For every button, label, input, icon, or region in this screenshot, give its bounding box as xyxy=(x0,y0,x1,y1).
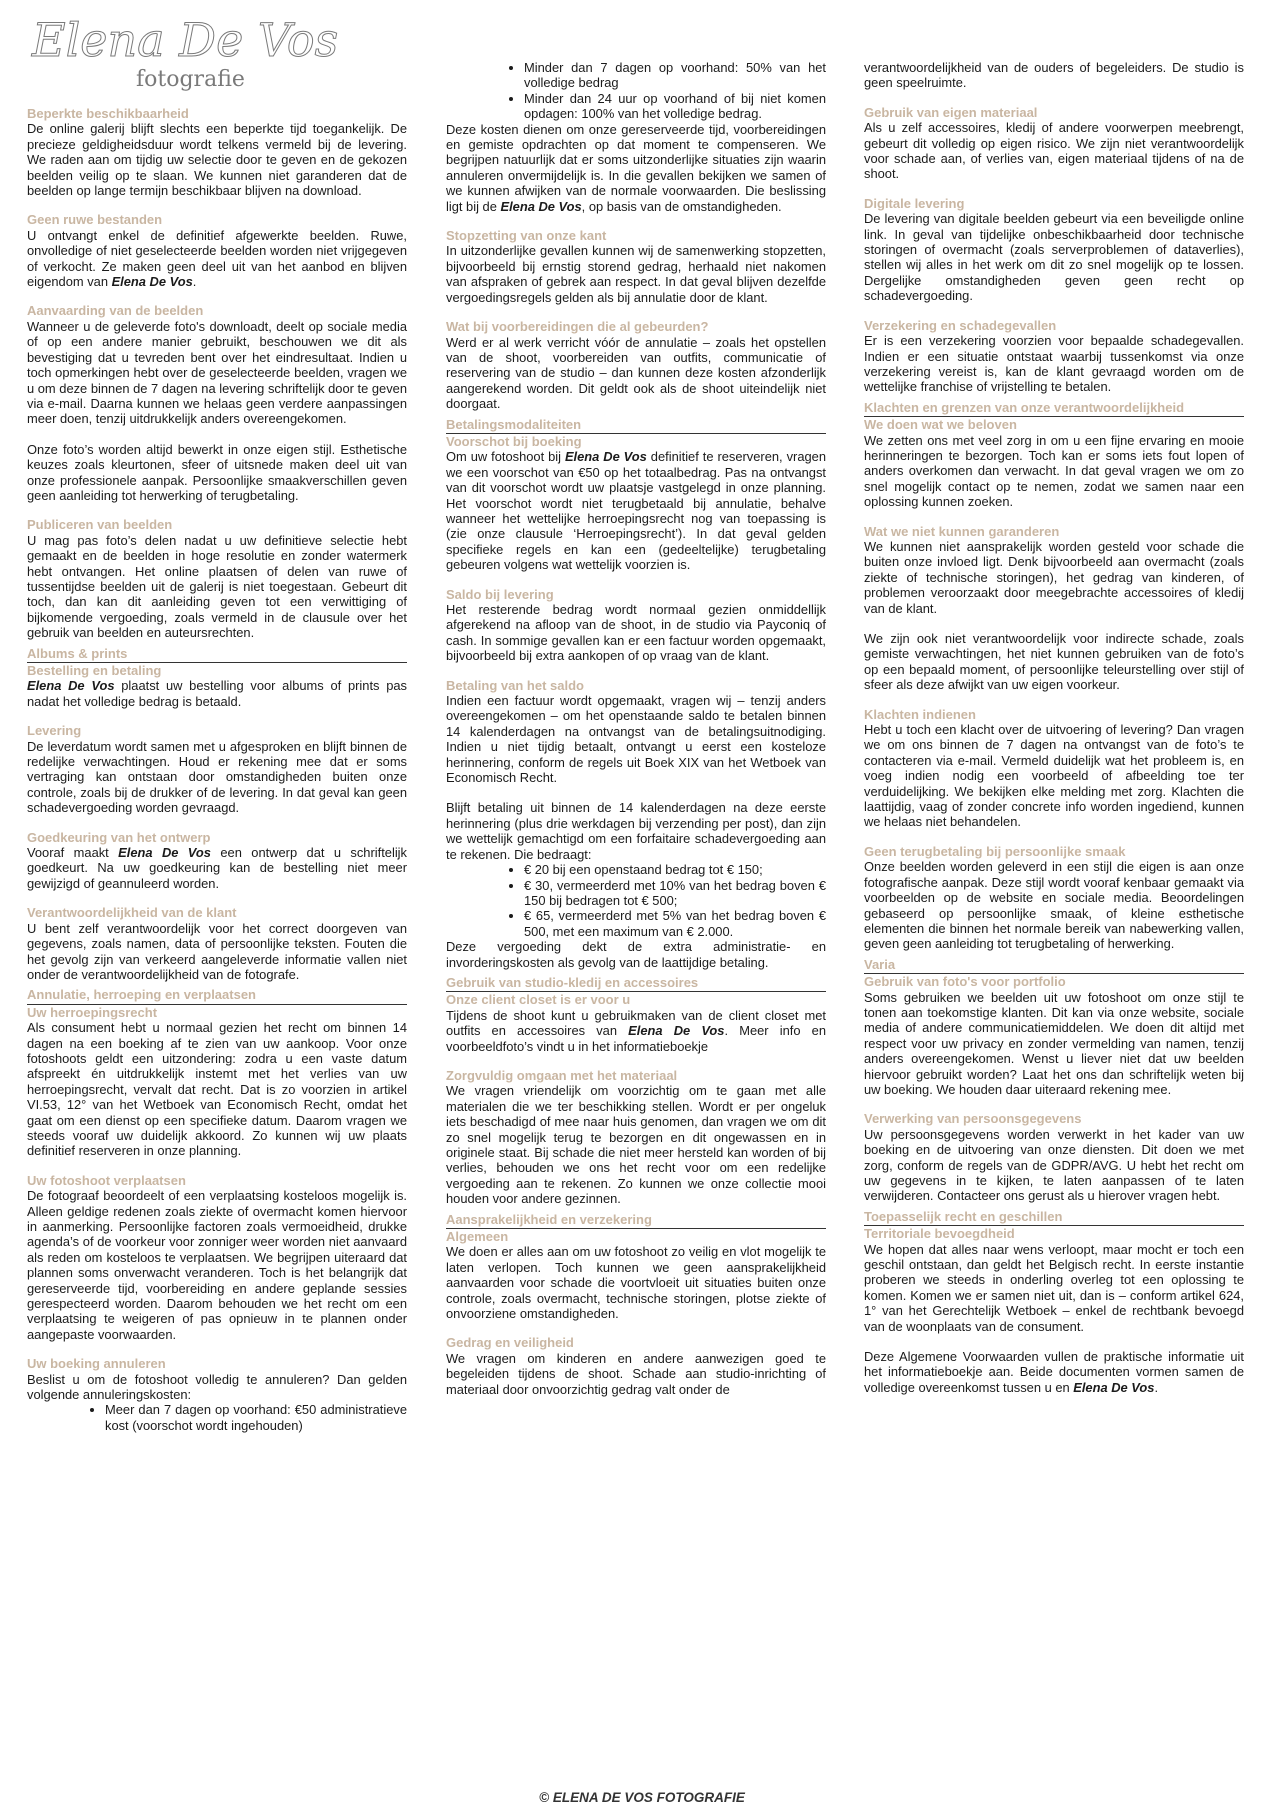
bullet-item: • Minder dan 7 dagen op voorhand: 50% van het volledige bedrag xyxy=(524,60,826,91)
paragraph-text: plaatst uw bestelling voor albums of prints pas nadat het volledige bedrag is betaald. xyxy=(27,678,408,709)
section-heading: Varia xyxy=(864,957,1244,974)
section-heading: Aansprakelijkheid en verzekering xyxy=(446,1212,826,1229)
paragraph-text: . Meer info en voorbeeldfoto’s vindt u in het informatieboekje xyxy=(446,1023,826,1054)
column-1 xyxy=(27,92,407,1433)
paragraph xyxy=(446,335,826,412)
paragraph-text: In uitzonderlijke gevallen kunnen wij de samenwerking stopzetten, bijvoorbeeld bij ernstig storend gedrag, herhaald niet nakomen van afspraken of gebrek aan respect. In dat geval blijven dezelfde vergoedingsregels gelden als bij annulatie door de klant. xyxy=(446,243,826,305)
paragraph xyxy=(864,990,1244,1098)
paragraph-text: We vragen vriendelijk om voorzichtig om te gaan met alle materialen die we ter beschikking stellen. Wordt er per ongeluk iets beschadigd of mee naar huis genomen, dan vragen we om dit zo snel mogelijk terug te bezorgen en dit ongewassen en in originele staat. Bij schade die niet meer hersteld kan worden of bij verlies, behouden we ons het recht voor om een redelijke vergoeding aan te rekenen. Zo kunnen we onze collectie mooi houden voor andere gezinnen. xyxy=(446,1083,826,1207)
paragraph-text: Wanneer u de geleverde foto's downloadt, deelt op sociale media of op een andere manier gebruikt, beschouwen we dit als bevestiging dat u tevreden bent over het eindresultaat. Indien u toch opmerkingen hebt over de geselecteerde beelden, vragen we u om deze binnen de 7 dagen na levering schriftelijk door te geven via e-mail. Daarna kunnen we helaas geen verdere aanpassingen meer doen, tenzij uitdrukkelijk anders overeengekomen. xyxy=(27,318,407,427)
paragraph-text: definitief te reserveren, vragen we een voorschot van €50 op het totaalbedrag. Pas na ontvangst van dit voorschot wordt uw plaatsje vastgelegd in onze planning. Het voorschot wordt niet terugbetaald bij annulatie, behalve wanneer het wettelijke herroepingsrecht nog van toepassing is (zie onze clausule ‘Herroepingsrecht’). In dat geval gelden specifieke regels en kan een (gedeeltelijke) terugbetaling gebeuren volgens wat wettelijk voorzien is. xyxy=(446,449,826,573)
paragraph-text: We hopen dat alles naar wens verloopt, maar mocht er toch een geschil ontstaan, dan geldt het Belgisch recht. In eerste instantie proberen we steeds in onderling overleg tot een oplossing te komen. Komen we er samen niet uit, dan is – conform artikel 624, 1° van het Gerechtelijk Wetboek – enkel de rechtbank bevoegd van de woonplaats van de consument. xyxy=(864,1241,1244,1334)
subsection-heading: Goedkeuring van het ontwerp xyxy=(27,829,211,845)
subsection-heading: Uw fotoshoot verplaatsen xyxy=(27,1172,186,1188)
paragraph-text: We kunnen niet aansprakelijk worden gesteld voor schade die buiten onze invloed ligt. Denk bijvoorbeeld aan overmacht (zoals ziekte of technische storingen), het gedrag van kinderen, of problemen veroorzaakt door meegebrachte accessoires of kledij van de klant. xyxy=(864,538,1244,616)
subsection-heading: Klachten indienen xyxy=(864,706,976,722)
paragraph xyxy=(864,333,1244,395)
paragraph xyxy=(27,1188,407,1342)
paragraph xyxy=(27,678,407,709)
paragraph xyxy=(446,1351,826,1397)
paragraph-text: Deze vergoeding dekt de extra administratie- en invorderingskosten als gevolg van de laattijdige betaling. xyxy=(446,939,826,970)
paragraph-text: Tijdens de shoot kunt u gebruikmaken van de client closet met outfits en accessoires van xyxy=(446,1007,826,1039)
section-heading: Albums & prints xyxy=(27,646,407,663)
paragraph xyxy=(27,921,407,983)
section-heading: Annulatie, herroeping en verplaatsen xyxy=(27,987,407,1004)
paragraph-text: Als u zelf accessoires, kledij of andere voorwerpen meebrengt, gebeurt dit volledig op eigen risico. We zijn niet verantwoordelijk voor schade aan, of verlies van, eigen materiaal tijdens of na de shoot. xyxy=(864,120,1244,182)
paragraph xyxy=(446,122,826,214)
paragraph-text: Soms gebruiken we beelden uit uw fotoshoot om onze stijl te tonen aan toekomstige klanten. Dit kan via onze website, sociale media of andere communicatiemiddelen. We doen dit altijd met respect voor uw privacy en zonder vermelding van namen, tenzij anders overeengekomen. Wenst u liever niet dat uw beelden hiervoor gebruikt worden? Laat het ons dan schriftelijk weten bij uw boeking. We houden daar uiteraard rekening mee. xyxy=(864,989,1244,1097)
paragraph xyxy=(27,442,407,504)
paragraph xyxy=(446,449,826,572)
paragraph-text: Deze kosten dienen om onze gereserveerde tijd, voorbereidingen en gemiste opdrachten op dat moment te compenseren. We begrijpen natuurlijk dat er soms uitzonderlijke situaties zijn waarin annuleren onvermijdelijk is. In die gevallen bekijken we samen of we kunnen afwijken van de normale voorwaarden. Die beslissing ligt bij de xyxy=(446,121,826,214)
paragraph xyxy=(27,228,407,290)
paragraph-text: We zetten ons met veel zorg in om u een fijne ervaring en mooie herinneringen te bezorgen. Toch kan er soms iets fout lopen of anders overkomen dan verwacht. In dat geval vragen we om zo snel mogelijk contact op te nemen, zodat we samen naar een oplossing kunnen zoeken. xyxy=(864,432,1244,510)
paragraph xyxy=(446,1083,826,1206)
bullet-item: • Meer dan 7 dagen op voorhand: €50 administratieve kost (voorschot wordt ingehouden) xyxy=(105,1402,407,1433)
subsection-heading: Gedrag en veiligheid xyxy=(446,1335,574,1351)
subsection-heading: Zorgvuldig omgaan met het materiaal xyxy=(446,1067,678,1083)
subsection-heading: Onze client closet is er voor u xyxy=(446,992,631,1008)
paragraph xyxy=(864,859,1244,951)
paragraph-text: Uw persoonsgegevens worden verwerkt in het kader van uw boeking en de uitvoering van onze diensten. Dit doen we met zorg, conform de regels van de GDPR/AVG. U hebt het recht om uw gegevens in te kijken, te laten aanpassen of te laten verwijderen. Contacteer ons gerust als u hierover vragen hebt. xyxy=(864,1126,1244,1204)
paragraph-text: De fotograaf beoordeelt of een verplaatsing kosteloos mogelijk is. Alleen geldige redenen zoals ziekte of overmacht komen hiervoor in aanmerking. Persoonlijke factoren zoals vermoeidheid, drukke agenda’s of de voorkeur voor zonniger weer worden niet aanvaard als reden om kosteloos te verplaatsen. We begrijpen uiteraard dat plannen soms onverwacht veranderen. Toch is het belangrijk dat gereserveerde tijd, voorbereiding en andere geplande sessies gerespecteerd worden. Daarom behouden we het recht om een verplaatsing te weigeren of pas opnieuw in te plannen onder aangepaste voorwaarden. xyxy=(27,1188,407,1342)
paragraph xyxy=(864,1127,1244,1204)
paragraph xyxy=(864,722,1244,830)
footer-copyright: © ELENA DE VOS FOTOGRAFIE xyxy=(539,1790,745,1805)
bullet-list xyxy=(27,1402,407,1433)
subsection-heading: Beperkte beschikbaarheid xyxy=(27,106,189,121)
subsection-heading: Wat bij voorbereidingen die al gebeurden? xyxy=(446,319,709,335)
subsection-heading: Betaling van het saldo xyxy=(446,677,584,693)
subsection-heading: Gebruik van foto's voor portfolio xyxy=(864,974,1066,990)
subsection-heading: Verwerking van persoonsgegevens xyxy=(864,1111,1082,1127)
paragraph-text: De leverdatum wordt samen met u afgesproken en blijft binnen de redelijke verwachtingen. Houd er rekening mee dat er soms vertraging kan ontstaan door omstandigheden buiten onze controle, zoals bij de drukker of de levering. In dat geval kan geen schadevergoeding worden gevraagd. xyxy=(27,738,407,816)
paragraph xyxy=(446,693,826,785)
bullet-list xyxy=(446,60,826,122)
paragraph xyxy=(27,845,407,891)
paragraph-text: Het resterende bedrag wordt normaal gezien onmiddellijk afgerekend na afloop van de shoot, in de studio via Payconiq of cash. In sommige gevallen kan er een factuur worden opgemaakt, bijvoorbeeld bij extra aankopen of op vraag van de klant. xyxy=(446,602,826,664)
paragraph xyxy=(864,211,1244,303)
subsection-heading: We doen wat we beloven xyxy=(864,417,1017,433)
paragraph-text: We doen er alles aan om uw fotoshoot zo veilig en vlot mogelijk te laten verlopen. Toch kunnen we geen aansprakelijkheid aanvaarden voor schade die voortvloeit uit situaties buiten onze controle, zoals overmacht, technische storingen, plotse ziekte of onvoorziene omstandigheden. xyxy=(446,1244,826,1322)
brand-name: Elena De Vos xyxy=(628,1023,725,1039)
paragraph-text: Om uw fotoshoot bij xyxy=(446,449,565,465)
subsection-heading: Voorschot bij boeking xyxy=(446,433,582,449)
subsection-heading: Gebruik van eigen materiaal xyxy=(864,104,1038,120)
section-heading: Toepasselijk recht en geschillen xyxy=(864,1209,1244,1226)
subsection-heading: Digitale levering xyxy=(864,195,965,211)
subsection-heading: Geen terugbetaling bij persoonlijke smaak xyxy=(864,843,1126,859)
logo-name: Elena De Vos xyxy=(32,13,339,67)
paragraph-text: Blijft betaling uit binnen de 14 kalenderdagen na deze eerste herinnering (plus drie werkdagen bij verzending per post), dan zijn we wettelijk gemachtigd om een forfaitaire schadevergoeding aan te rekenen. Die bedraagt: xyxy=(446,800,826,862)
paragraph xyxy=(446,243,826,305)
paragraph xyxy=(27,533,407,641)
paragraph xyxy=(27,1020,407,1159)
subsection-heading: Publiceren van beelden xyxy=(27,517,173,533)
paragraph-text: Hebt u toch een klacht over de uitvoering of levering? Dan vragen we om ons binnen de 7 dagen na ontvangst van de foto’s te contacteren via e-mail. Vermeld duidelijk wat het probleem is, en voeg indien nodig een voorbeeld of afbeelding toe ter verduidelijking. We bekijken elke melding met zorg. Klachten die laattijdig, vaag of zonder concrete info worden ingediend, kunnen we helaas niet behandelen. xyxy=(864,722,1244,830)
paragraph-text: U ontvangt enkel de definitief afgewerkte beelden. Ruwe, onvolledige of niet geselecteerde beelden worden niet vrijgegeven of verkocht. Ze maken geen deel uit van het aanbod en blijven eigendom van xyxy=(27,227,407,290)
logo-subtitle: fotografie xyxy=(136,67,245,92)
paragraph-text: Onze beelden worden geleverd in een stijl die eigen is aan onze fotografische aanpak. Deze stijl wordt vooraf kenbaar gemaakt via voorbeelden op de website en sociale media. Beoordelingen gebaseerd op persoonlijke smaak, of kleine esthetische elementen die binnen het normale bereik van nabewerking vallen, geven geen aanleiding tot terugbetaling of herwerking. xyxy=(864,859,1244,952)
paragraph-text: Als consument hebt u normaal gezien het recht om binnen 14 dagen na een boeking af te zien van uw aankoop. Voor onze fotoshoots geldt een uitzondering: zodra u een vaste datum afspreekt én uitdrukkelijk instemt met het verlies van uw herroepingsrecht, vervalt dat recht. Dat is zo voorzien in artikel VI.53, 12° van het Wetboek van Economisch Recht, omdat het gaat om een dienst op een specifieke datum. Daarom vragen we steeds vooraf uw duidelijk akkoord. Zo kunnen wij uw plaats definitief reserveren in onze planning. xyxy=(27,1020,407,1159)
section-heading: Klachten en grenzen van onze verantwoordelijkheid xyxy=(864,400,1244,417)
subsection-heading: Geen ruwe bestanden xyxy=(27,212,163,228)
paragraph xyxy=(446,1008,826,1054)
subsection-heading: Wat we niet kunnen garanderen xyxy=(864,523,1060,539)
paragraph xyxy=(864,433,1244,510)
subsection-heading: Levering xyxy=(27,723,82,739)
paragraph xyxy=(864,120,1244,182)
bullet-list xyxy=(446,862,826,939)
subsection-heading: Verantwoordelijkheid van de klant xyxy=(27,905,237,921)
bullet-item: • € 65, vermeerderd met 5% van het bedrag boven € 500, met een maximum van € 2.000. xyxy=(524,908,826,939)
paragraph-text: Deze Algemene Voorwaarden vullen de praktische informatie uit het informatieboekje aan. Beide documenten vormen samen de volledige overeenkomst tussen u en xyxy=(864,1349,1244,1395)
column-3 xyxy=(864,60,1244,1395)
paragraph xyxy=(864,1349,1244,1395)
paragraph xyxy=(446,602,826,664)
paragraph-text: . xyxy=(1154,1379,1159,1395)
subsection-heading: Territoriale bevoegdheid xyxy=(864,1226,1015,1242)
paragraph-text: Onze foto’s worden altijd bewerkt in onze eigen stijl. Esthetische keuzes zoals kleurtonen, sfeer of uitsnede maken deel uit van onze professionele aanpak. Persoonlijke smaakverschillen geven geen aanleiding tot herwerking of terugbetaling. xyxy=(27,441,407,503)
subsection-heading: Saldo bij levering xyxy=(446,586,554,602)
paragraph-text: We zijn ook niet verantwoordelijk voor indirecte schade, zoals gemiste verwachtingen, het niet kunnen gebruiken van de foto’s op een bepaald moment, of persoonlijke teleurstelling over stijl of sfeer als deze afwijkt van uw eigen voorkeur. xyxy=(864,631,1244,693)
paragraph xyxy=(864,631,1244,693)
paragraph-text: De levering van digitale beelden gebeurt via een beveiligde online link. In geval van tijdelijke onbeschikbaarheid door technische storingen of overmacht (zoals serverproblemen of dataverlies), stellen wij alles in het werk om dit zo snel mogelijk op te lossen. Dergelijke omstandigheden geven geen recht op schadevergoeding. xyxy=(864,211,1244,304)
subsection-heading: Verzekering en schadegevallen xyxy=(864,317,1057,333)
bullet-item: • € 30, vermeerderd met 10% van het bedrag boven € 150 bij bedragen tot € 500; xyxy=(524,878,826,909)
paragraph xyxy=(864,539,1244,616)
subsection-heading: Uw boeking annuleren xyxy=(27,1356,166,1372)
subsection-heading: Uw herroepingsrecht xyxy=(27,1004,158,1020)
subsection-heading: Algemeen xyxy=(446,1229,509,1245)
paragraph-text: De online galerij blijft slechts een beperkte tijd toegankelijk. De precieze geldigheidsduur wordt telkens vermeld bij de levering. We raden aan om tijdig uw selectie door te geven en de gekozen beelden veilig op te slaan. We kunnen niet garanderen dat de beelden op lange termijn beschikbaar blijven na download. xyxy=(27,121,407,199)
paragraph-text: We vragen om kinderen en andere aanwezigen goed te begeleiden tijdens de shoot. Schade aan studio-inrichting of materiaal door onvoorzichtig gedrag valt onder de xyxy=(446,1350,826,1397)
section-heading: Betalingsmodaliteiten xyxy=(446,417,826,434)
column-2 xyxy=(446,60,826,1397)
paragraph xyxy=(27,739,407,816)
paragraph-text: Beslist u om de fotoshoot volledig te annuleren? Dan gelden volgende annuleringskosten: xyxy=(27,1371,407,1403)
brand-name: Elena De Vos xyxy=(111,274,193,290)
paragraph-text: Indien een factuur wordt opgemaakt, vragen wij – tenzij anders overeengekomen – om het openstaande saldo te betalen binnen 14 kalenderdagen na ontvangst van de betalingsuitnodiging. Indien u niet tijdig betaalt, ontvangt u eerst een kosteloze herinnering, conform de regels uit Boek XIX van het Wetboek van Economisch Recht. xyxy=(446,693,826,786)
logo xyxy=(26,8,339,92)
paragraph-text: Er is een verzekering voorzien voor bepaalde schadegevallen. Indien er een situatie ontstaat waarbij tussenkomst via onze verzekering vereist is, kan de klant gevraagd worden om de wettelijke franchise of vrijstelling te betalen. xyxy=(864,333,1244,395)
paragraph xyxy=(446,939,826,970)
logo-script xyxy=(26,8,339,92)
bullet-item: • Minder dan 24 uur op voorhand of bij niet komen opdagen: 100% van het volledige bedrag. xyxy=(524,91,826,122)
paragraph xyxy=(446,800,826,862)
brand-name: Elena De Vos xyxy=(1073,1379,1155,1395)
paragraph-text: verantwoordelijkheid van de ouders of begeleiders. De studio is geen speelruimte. xyxy=(864,60,1244,91)
subsection-heading: Bestelling en betaling xyxy=(27,663,162,678)
paragraph xyxy=(27,121,407,198)
brand-name: Elena De Vos xyxy=(118,845,211,861)
subsection-heading: Stopzetting van onze kant xyxy=(446,228,607,244)
paragraph xyxy=(446,1244,826,1321)
paragraph-text: U mag pas foto’s delen nadat u uw definitieve selectie hebt gemaakt en de beelden in hoge resolutie en zonder watermerk hebt ontvangen. Het online plaatsen of delen van ruwe of tussentijdse beelden uit de galerij is niet toegestaan. Gebeurt dit toch, dan kan dit aanleiding geven tot een verwittiging of bijkomende vergoeding, zoals vermeld in de clausule over het gebruik van beelden en auteursrechten. xyxy=(27,532,407,641)
brand-name: Elena De Vos xyxy=(27,678,115,694)
section-heading: Gebruik van studio-kledij en accessoires xyxy=(446,975,826,992)
brand-name: Elena De Vos xyxy=(564,449,647,465)
paragraph-text: , op basis van de omstandigheden. xyxy=(581,198,782,214)
bullet-item: • € 20 bij een openstaand bedrag tot € 150; xyxy=(524,862,826,877)
paragraph xyxy=(864,1242,1244,1334)
paragraph-text: Vooraf maakt xyxy=(27,845,119,861)
paragraph-text: een ontwerp dat u schriftelijk goedkeurt. Na uw goedkeuring kan de bestelling niet meer gewijzigd of geannuleerd worden. xyxy=(27,845,407,891)
subsection-heading: Aanvaarding van de beelden xyxy=(27,303,204,319)
paragraph-text: U bent zelf verantwoordelijk voor het correct doorgeven van gegevens, zoals namen, data of persoonlijke teksten. Fouten die het gevolg zijn van verkeerd aangeleverde informatie vallen niet onder de verantwoordelijkheid van de fotografe. xyxy=(27,920,407,982)
paragraph-text: Werd er al werk verricht vóór de annulatie – zoals het opstellen van de shoot, voorbereiden van outfits, communicatie of reservering van de studio – dan kunnen deze kosten afzonderlijk aangerekend worden. Dit geldt ook als de shoot uiteindelijk niet doorgaat. xyxy=(446,334,826,412)
brand-name: Elena De Vos xyxy=(500,198,582,214)
paragraph xyxy=(27,1372,407,1403)
paragraph xyxy=(864,60,1244,91)
paragraph-text: . xyxy=(192,274,197,290)
paragraph xyxy=(27,319,407,427)
